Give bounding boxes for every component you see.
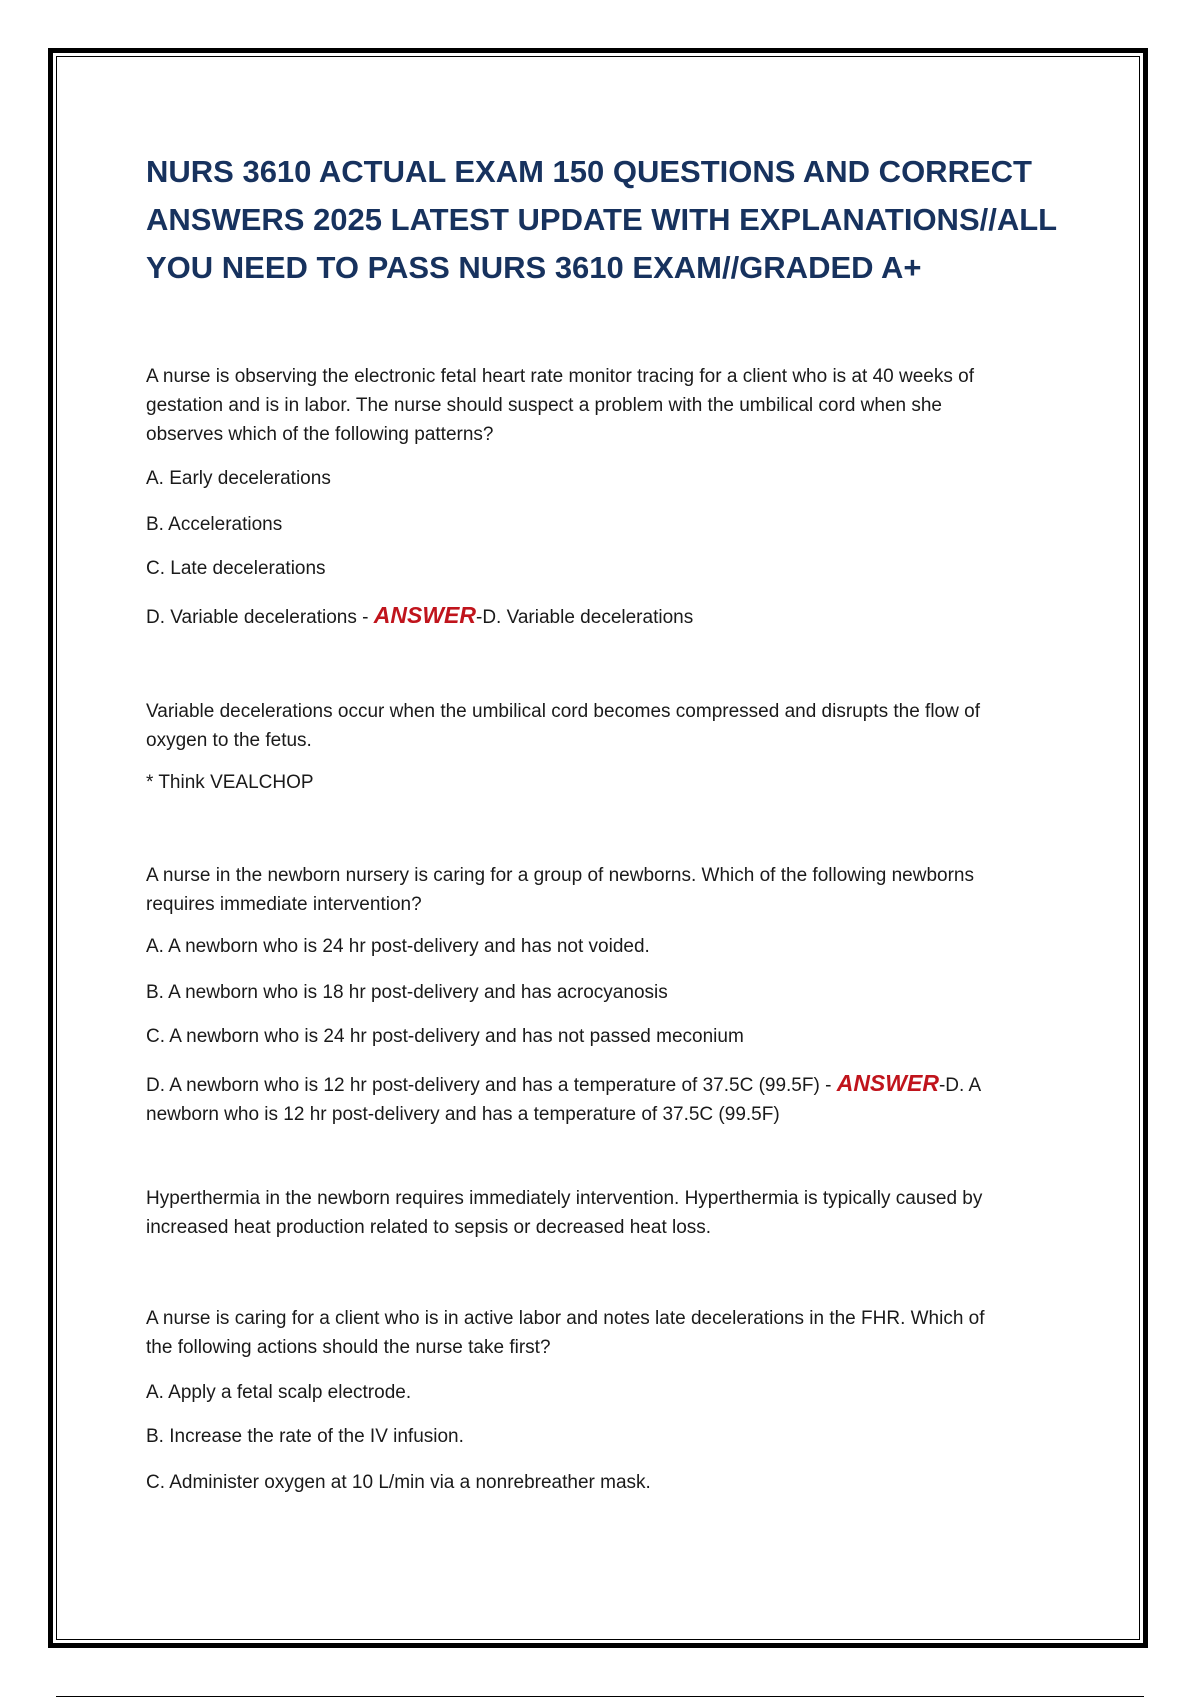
explanation-line: increased heat production related to sepsis or decreased heat loss. (146, 1217, 712, 1238)
stem-line: requires immediate intervention? (146, 894, 422, 915)
answer-text: -D. Variable decelerations (476, 607, 694, 628)
question-1-option-b: B. Accelerations (146, 514, 283, 535)
stem-line: A nurse is observing the electronic fetal heart rate monitor tracing for a client who is at 40 weeks of (146, 366, 974, 387)
option-d-text: D. Variable decelerations - (146, 607, 369, 628)
question-1-explanation (146, 697, 1066, 797)
question-1-stem (146, 362, 1066, 449)
stem-line: the following actions should the nurse take first? (146, 1337, 551, 1358)
stem-line: A nurse in the newborn nursery is caring for a group of newborns. Which of the following newborns (146, 865, 975, 886)
question-3-stem (146, 1304, 1066, 1362)
question-1-option-d (146, 601, 1066, 632)
explanation-note: * Think VEALCHOP (146, 772, 314, 793)
question-2 (146, 861, 1066, 1129)
question-1-option-c: C. Late decelerations (146, 558, 326, 579)
question-2-option-c: C. A newborn who is 24 hr post-delivery and has not passed meconium (146, 1026, 744, 1047)
question-1-option-a: A. Early decelerations (146, 468, 331, 489)
stem-line: observes which of the following patterns? (146, 424, 494, 445)
question-1 (146, 362, 1066, 632)
question-2-option-a: A. A newborn who is 24 hr post-delivery and has not voided. (146, 936, 650, 957)
document-title (146, 148, 1066, 292)
explanation-text (146, 1184, 1066, 1242)
title-line: NURS 3610 ACTUAL EXAM 150 QUESTIONS AND CORRECT (146, 154, 1032, 189)
explanation-line: oxygen to the fetus. (146, 730, 312, 751)
stem-line: A nurse is caring for a client who is in active labor and notes late decelerations in the FHR. Which of (146, 1308, 985, 1329)
question-3-option-a: A. Apply a fetal scalp electrode. (146, 1382, 412, 1403)
question-2-explanation (146, 1184, 1066, 1242)
answer-continuation: newborn who is 12 hr post-delivery and has a temperature of 37.5C (99.5F) (146, 1104, 780, 1125)
title-line: YOU NEED TO PASS NURS 3610 EXAM//GRADED A+ (146, 250, 922, 285)
explanation-text (146, 697, 1066, 755)
question-2-option-d (146, 1069, 1066, 1129)
question-3-option-b: B. Increase the rate of the IV infusion. (146, 1426, 464, 1447)
question-3-option-c: C. Administer oxygen at 10 L/min via a nonrebreather mask. (146, 1472, 651, 1493)
bottom-rule (56, 1696, 1144, 1697)
explanation-line: Variable decelerations occur when the umbilical cord becomes compressed and disrupts the flow of (146, 701, 980, 722)
stem-line: gestation and is in labor. The nurse should suspect a problem with the umbilical cord when she (146, 395, 942, 416)
document-content (146, 148, 1066, 1497)
answer-tag: ANSWER (373, 602, 476, 628)
option-d-text: D. A newborn who is 12 hr post-delivery and has a temperature of 37.5C (99.5F) - (146, 1075, 832, 1096)
answer-tag: ANSWER (836, 1070, 939, 1096)
explanation-line: Hyperthermia in the newborn requires immediately intervention. Hyperthermia is typically caused by (146, 1188, 983, 1209)
question-2-option-b: B. A newborn who is 18 hr post-delivery and has acrocyanosis (146, 982, 668, 1003)
question-2-stem (146, 861, 1066, 919)
question-3 (146, 1304, 1066, 1497)
title-line: ANSWERS 2025 LATEST UPDATE WITH EXPLANATIONS//ALL (146, 202, 1058, 237)
answer-text: -D. A (938, 1075, 982, 1096)
